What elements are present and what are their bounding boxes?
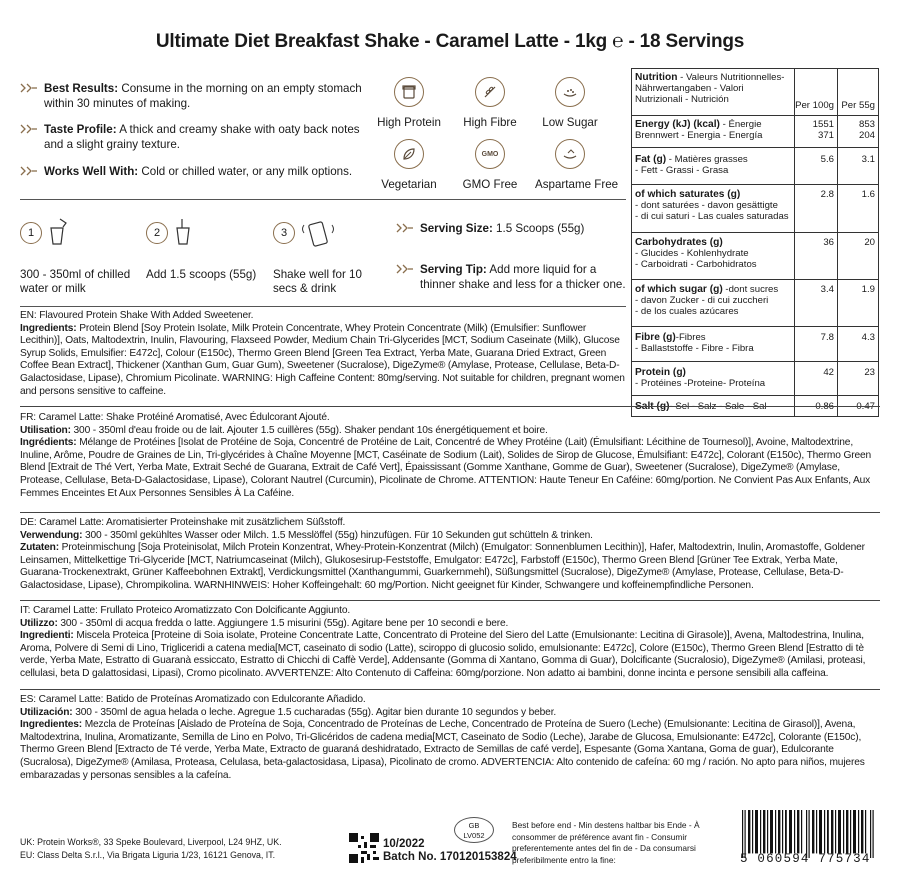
double-chevron-icon [396,264,414,274]
divider [20,406,880,407]
qr-code [349,833,379,863]
best-before: Best before end - Min destens haltbar bis Ende - À consommer de préférence avant fin - Consumir preferentemente antes del fin de - Da consumarsi preferibilmente entro la fine: [512,820,700,865]
barcode-number: 5 060594 775734 [740,852,871,866]
shaker-icon [300,213,336,249]
feature-gmo-free: GMO GMO Free [455,139,525,191]
divider [20,600,880,601]
serving-tip: Serving Tip: Add more liquid for a thinner shake and less for a thicker one. [396,262,626,292]
pouring-glass-icon [46,216,70,246]
divider [20,689,880,690]
feature-high-protein: High Protein [374,77,444,129]
feature-low-sugar: Low Sugar [535,77,605,129]
section-en: EN: Flavoured Protein Shake With Added Sweetener. Ingredients: Protein Blend [Soy Protein Isolate, Milk Protein Concentrate, Whey Protein Concentrate (Milk) (Emulsifier: Sunflower Lecithin)], Oats, Maltodextrin, Inulin, Flavouring, Flaxseed Powder, Medium Chain Tri-Glycerides [MCT, Sodium Caseinate (Milk), Glucose Syrup Solids, Emulsifier: E472c], Colour (E150c), Thermo Green Blend [Green Tea Extract, Yerba Mate, Guarana Dried Extract, Green Coffee Bean Extract], Thickener (Xanthan Gum, Guar Gum), Sweetener (Sucralose), DigeZyme® (Amylase, Protease, Cellulase, Beta-D-Galactosidase, Lipase), Chromium Picolinate. WARNING: High Caffeine Content: 80mg/serving. Not suitable for children, pregnant women and persons sensitive to caffeine. [20,310,625,397]
product-title: Ultimate Diet Breakfast Shake - Caramel Latte - 1kg ℮ - 18 Servings [155,31,745,52]
double-chevron-icon [396,223,414,233]
scoop-icon [172,216,196,246]
taste-profile: Taste Profile: A thick and creamy shake with oaty back notes and a slight grainy texture. [20,122,365,152]
step-3-text: Shake well for 10 secs & drink [273,268,362,295]
leaf-icon [394,139,424,169]
step-1: 1 [20,222,42,244]
section-de: DE: Caramel Latte: Aromatisierter Proteinshake mit zusätzlichem Süßstoff. Verwendung: 300 - 350ml gekühltes Wasser oder Milch. 1.5 Messlöffel (55g) hinzufügen. Für 10 Sekunden gut schütteln & trinken. Zutaten: Proteinmischung [Soja Proteinisolat, Milch Protein Konzentrat, Whey-Protein-Konzentrat (Milch) (Emulgator: Sonnenblumen Lecithin)], Hafer, Maltodextrin, Inulin, Aromastoffe, Goldener Leinsamen, Mittelkettige Tri-Glyceride [MCT, Natriumcaseinat (Milch), Glukosesirup-Feststoffe, Emulgator: E472c], Farbstoff (E150c), Thermo Green Blend [Grüner Tee Extrak, Yerba Mate, Guarana-Trockenextrakt, Grüner Kaffeebohnen Extrakt], Verdickungsmittel (Xanthangummi, Guarkernmehl), Süßungsmittel (Sucralose), DigeZyme® (Amylase, Protease, Cellulase, Beta-D-Galactosidase, Lipase), Chrompikolina. WARNHINWEIS: Hoher Koffeingehalt: 60 mg/Portion. Nicht geeignet für Kinder, Schwangere und koffeinempfindliche Personen. [20,517,865,591]
batch-info: 10/2022 Batch No. 170120153824 [383,838,517,863]
best-results: Best Results: Consume in the morning on an empty stomach within 30 minutes of making. [20,81,365,111]
section-es: ES: Caramel Latte: Batido de Proteínas Aromatizado con Edulcorante Añadido. Utilización: 300 - 350ml de agua helada o leche. Agregue 1.5 cucharadas (55g). Agitar bien durante 10 segundos y beber. Ingredientes: Mezcla de Proteínas [Aislado de Proteína de Soja, Concentrado de Proteínas de Leche, Concentrado de Proteína de Suero (Leche) (Emulsionante: Lecitina de Girasol)], Avena, Maltodextrina, Inulina, Aromatizante, Semilla de Lino en Polvo, Tri-Glicéridos de cadena media[MCT, Caseinato de Sodio (Leche), Jarabe de Glucosa, Emulsionante: E472c], Colorante (E150c), Thermo Green Blend [Extracto de Té verde, Yerba Mate, Extracto de guaraná deshidratado, Extracto de Semillas de café verde], Espesante (Goma Xantana, Goma de guar), Edulcorante (Sucralosa), DigeZyme® (Amilasa, Proteasa, Celulasa, beta-galactosidasa, Lipasa), Picolinato de cromo. ADVERTENCIA: Alto contenido de cafeína: 60 mg / ración. No apto para niños, mujeres embarazadas y personas sensibles a la cafeína. [20,694,865,781]
footer-addresses: UK: Protein Works®, 33 Speke Boulevard, Liverpool, L24 9HZ, UK. EU: Class Delta S.r.l., Via Brigata Liguria 1/23, 16121 Genova, IT. [20,837,282,860]
protein-tub-icon [394,77,424,107]
gmo-icon: GMO [475,139,505,169]
divider [20,512,880,513]
feature-high-fibre: High Fibre [455,77,525,129]
feature-aspartame-free: Aspartame Free [535,139,605,191]
nutrition-table: Nutrition - Valeurs Nutritionnelles-Nährwertangaben - Valori Nutrizionali - Nutrición Per 100g Per 55g Energy (kJ) (kcal) - Énergie Brennwert - Energia - Energía 1551 371 853 204 Fat (g) - Matières grasses - Fett - Grassi - Grasa 5.6 3.1 of which saturates (g) - dont saturées - davon gesättigte - di cui saturi - Las cuales saturadas 2.8 1.6 Carbohydrates (g) - Glucides - Kohlenhydrate - Carboidrati - Carbohidratos 36 20 of which sugar (g) -dont sucres - davon Zucker - di cui zuccheri - de los cuales azúcares 3.4 1.9 Fibre (g)-Fibres - Ballaststoffe - Fibre - Fibra 7.8 4.3 Protein (g) - Protéines -Proteine- Proteína 42 23 [631,68,879,417]
section-it: IT: Caramel Latte: Frullato Proteico Aromatizzato Con Dolcificante Aggiunto. Utilizzo: 300 - 350ml di acqua fredda o latte. Aggiungere 1.5 misurini (55g). Agitare bene per 10 secondi e bere. Ingredienti: Miscela Proteica [Proteine di Soia isolate, Proteine Concentrate Latte, Concentrato di Proteine del Siero del Latte (Emulsionante: Lecitina di Girasole)], Avena, Maltodestrina, Inulina, Aroma, Polvere di Semi di Lino, Trigliceridi a catena media[MCT, caseinato di sodio (Latte), sciroppo di glucosio solido, emulsionante: E472c], Colore (E150c), Thermo Green Blend [Estratto di tè verde, Yerba Mate, Estratto di Guaranà essiccato, Estratto di Chicchi di Caffè Verde], Addensante (Gomma di Xantano, Gomma di Guar), Dolcificante (Sucralosio), DigeZyme® (Amilasi, proteasi, cellulasi, beta D galattosidasi, Lipasi), Cromo picolinato. AVVERTENZE: Alto Contenuto di Caffeina: 60mg/porzione. Non adatto ai bambini, donne incinta e persone sensibili alla caffeina. [20,605,866,679]
step-3: 3 [273,222,295,244]
step-2: 2 [146,222,168,244]
sugar-spoon-icon [555,77,585,107]
works-well-with: Works Well With: Cold or chilled water, or any milk options. [20,164,365,179]
barcode [738,810,880,858]
serving-size: Serving Size: 1.5 Scoops (55g) [396,221,626,236]
divider [20,306,626,307]
divider [20,199,626,200]
double-chevron-icon [20,124,38,134]
step-1-text: 300 - 350ml of chilled water or milk [20,268,131,295]
step-2-text: Add 1.5 scoops (55g) [146,268,257,281]
feature-vegetarian: Vegetarian [374,139,444,191]
double-chevron-icon [20,166,38,176]
sweetener-icon [555,139,585,169]
section-fr: FR: Caramel Latte: Shake Protéiné Aromatisé, Avec Édulcorant Ajouté. Utilisation: 300 - 350ml d'eau froide ou de lait. Ajouter 1.5 cuillères (55g). Shaker pendant 10s énergétiquement et boire. Ingrédients: Mélange de Protéines [Isolat de Protéine de Soja, Concentré de Protéine de Lait, Concentré de Whey Protéine (Lait) (Émulsifiant: Lécithine de Tournesol)], Avoine, Maltodextrine, Inuline, Arôme, Poudre de Graines de Lin, Tri-glycérides à Chaîne Moyenne [MCT, Caséinate de Sodium (Lait), Solides de Sirop de Glucose, Émulsifiant: E472c], Colorant (E150c), Thermo Green Blend [Extrait de Thé Vert, Yerba Mate, Extrait Seché de Guarana, Extrait de Café Vert], Épaississant (Gomme Xanthane, Gomme de Guar), Sweetener (Sucralose), DigeZyme® (Amylase, Protease, Cellulase, Beta-D-Galactosidase, Lipase), Colorant Nautrel (Curcumin), Picolinate de Chrome. ATTENTION: Haute Teneur En Caféine: 60mg/portion. Ne Convient Pas Aux Enfants, Aux Femmes Enceintes Et Aux Personnes Sensibles À La Caféine. [20,412,872,499]
gb-oval-mark: GB LV052 [454,817,494,843]
double-chevron-icon [20,83,38,93]
wheat-icon [475,77,505,107]
